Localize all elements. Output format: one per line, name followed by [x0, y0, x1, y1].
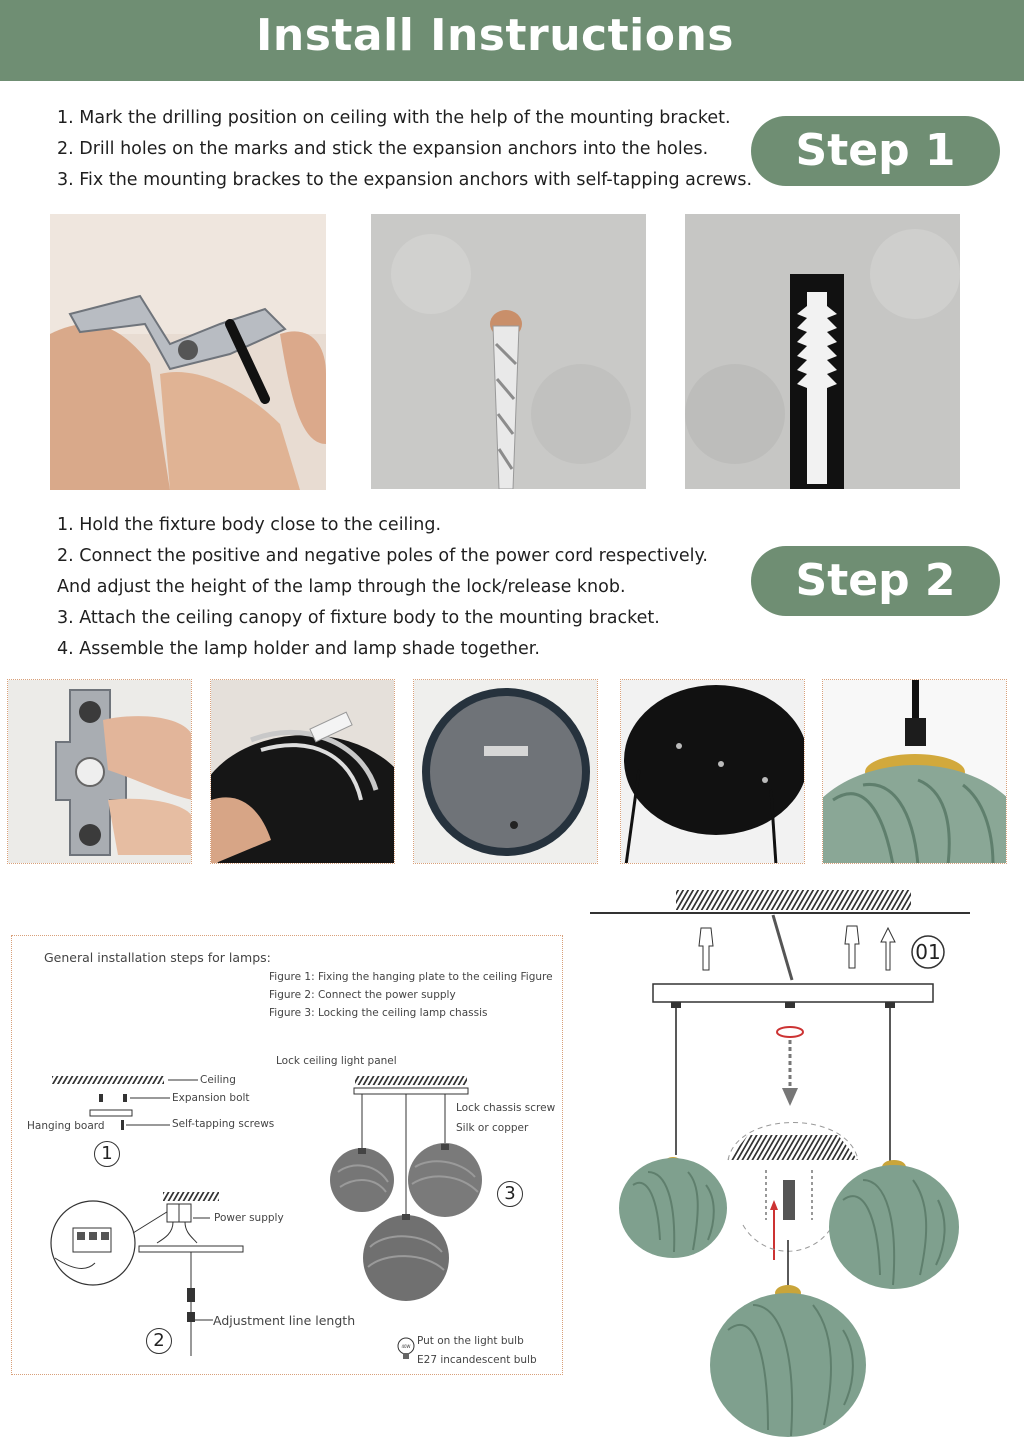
- step2-item: And adjust the height of the lamp through the lock/release knob.: [57, 577, 626, 597]
- step2-item: 1. Hold the fixture body close to the ceiling.: [57, 515, 442, 535]
- self-tapping-label: Self-tapping screws: [172, 1118, 275, 1130]
- bulb-line-2: E27 incandescent bulb: [417, 1354, 537, 1366]
- step1-item: 2. Drill holes on the marks and stick the expansion anchors into the holes.: [57, 139, 709, 159]
- drill-hole-photo: [371, 214, 646, 489]
- guide-heading: General installation steps for lamps:: [44, 950, 271, 965]
- page-title: Install Instructions: [256, 10, 734, 61]
- step1-item: 1. Mark the drilling position on ceiling with the help of the mounting bracket.: [57, 108, 731, 128]
- step1-badge: Step 1: [751, 116, 1000, 186]
- exploded-view-diagram: [588, 880, 980, 1440]
- exploded-step-label: 01: [915, 940, 941, 964]
- marking-bracket-photo: [50, 214, 326, 490]
- guide-figure-3: Figure 3: Locking the ceiling lamp chassis: [269, 1007, 488, 1019]
- step2-badge: Step 2: [751, 546, 1000, 616]
- step2-instructions: [57, 510, 708, 665]
- lock-panel-label: Lock ceiling light panel: [276, 1055, 397, 1067]
- adjust-line-label: Adjustment line length: [213, 1313, 356, 1328]
- guide-figure-1: Figure 1: Fixing the hanging plate to the ceiling Figure: [269, 971, 553, 983]
- power-wires-photo: [210, 679, 395, 864]
- mounted-canopy-photo: [620, 679, 805, 864]
- expansion-bolt-label: Expansion bolt: [172, 1092, 250, 1104]
- figure-number-1: 1: [94, 1141, 120, 1167]
- power-supply-label: Power supply: [214, 1212, 284, 1224]
- expansion-anchor-photo: [685, 214, 960, 489]
- guide-figure-2: Figure 2: Connect the power supply: [269, 989, 456, 1001]
- canopy-bracket-photo: [413, 679, 598, 864]
- lock-chassis-label: Lock chassis screw: [456, 1102, 556, 1114]
- step2-item: 4. Assemble the lamp holder and lamp shade together.: [57, 639, 540, 659]
- step1-item: 3. Fix the mounting brackes to the expansion anchors with self-tapping acrews.: [57, 170, 753, 190]
- step2-item: 3. Attach the ceiling canopy of fixture body to the mounting bracket.: [57, 608, 660, 628]
- lamp-shade-photo: [822, 679, 1007, 864]
- step1-instructions: [57, 103, 752, 196]
- figure-number-2: 2: [146, 1328, 172, 1354]
- bulb-line-1: Put on the light bulb: [417, 1335, 524, 1347]
- bracket-screws-photo: [7, 679, 192, 864]
- hanging-board-label: Hanging board: [27, 1120, 105, 1132]
- light-bulb-icon: [397, 1335, 415, 1361]
- ceiling-label: Ceiling: [200, 1074, 236, 1086]
- figure-number-3: 3: [497, 1181, 523, 1207]
- bulb-wattage: 40W: [401, 1344, 411, 1349]
- silk-copper-label: Silk or copper: [456, 1122, 529, 1134]
- step2-item: 2. Connect the positive and negative poles of the power cord respectively.: [57, 546, 708, 566]
